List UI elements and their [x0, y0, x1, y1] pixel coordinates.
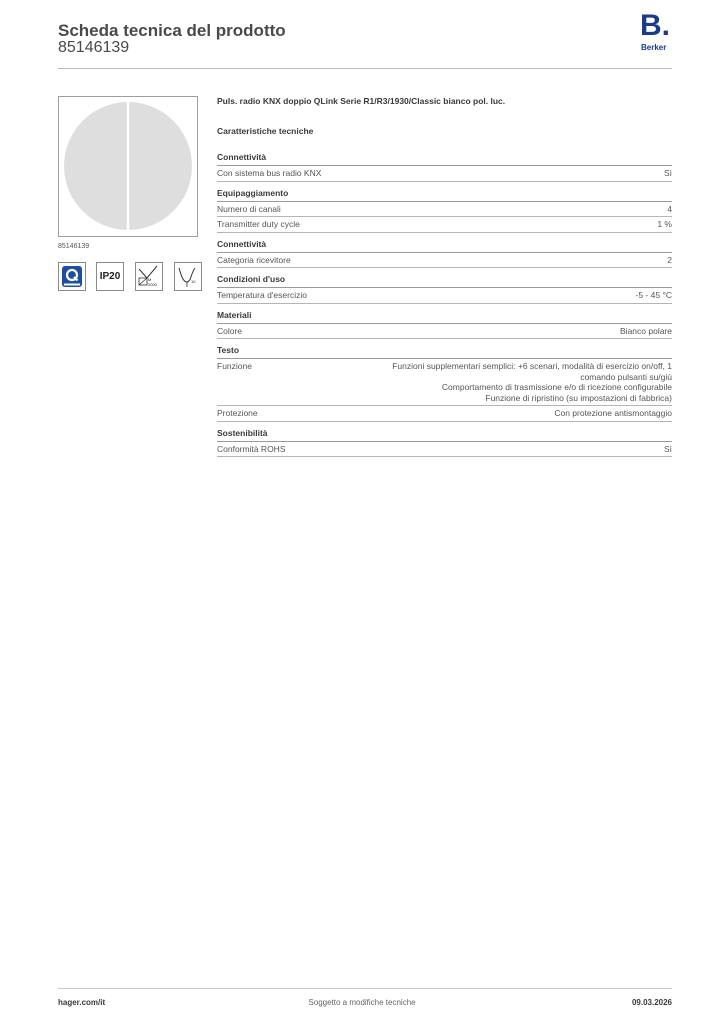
svg-text:10: 10 [191, 279, 196, 284]
section-title: Condizioni d'uso [217, 274, 672, 288]
qlink-icon [58, 262, 86, 291]
spec-label: Conformità ROHS [217, 443, 286, 454]
spec-row [217, 359, 672, 406]
section-title: Testo [217, 345, 672, 359]
spec-section [217, 274, 672, 304]
spec-label: Transmitter duty cycle [217, 219, 300, 229]
spec-row [217, 324, 672, 340]
section-title: Equipaggiamento [217, 188, 672, 202]
spec-value-line: Sì [663, 443, 672, 454]
spec-value-line: comando pulsanti su/giù [580, 371, 672, 382]
spec-label: Funzione [217, 361, 252, 371]
page-title: Scheda tecnica del prodotto [58, 21, 286, 40]
section-title: Materiali [217, 310, 672, 324]
specs-heading: Caratteristiche tecniche [217, 126, 314, 136]
spec-row [217, 202, 672, 218]
spec-value [664, 444, 672, 455]
spec-value-line: 4 [667, 203, 672, 214]
spec-label: Temperatura d'esercizio [217, 290, 307, 300]
ip20-icon [96, 262, 124, 291]
spec-label: Con sistema bus radio KNX [217, 168, 322, 178]
spec-row [217, 288, 672, 304]
footer-divider [58, 988, 672, 989]
section-title: Connettività [217, 239, 672, 253]
spec-value-line: Bianco polare [620, 325, 672, 336]
spec-value [392, 361, 672, 403]
push-button-illustration [59, 97, 197, 236]
spec-value-line: -5 - 45 °C [635, 290, 672, 300]
slope-meter-icon [135, 262, 163, 291]
spec-section [217, 428, 672, 458]
footer-website[interactable]: hager.com/it [58, 998, 106, 1007]
brand-letter: B. [640, 9, 670, 42]
spec-value [636, 290, 672, 301]
spec-value-line: 2 [667, 254, 672, 265]
spec-label: Numero di canali [217, 203, 281, 214]
spec-section [217, 310, 672, 340]
berker-logo [640, 9, 674, 55]
spec-value-line: Sì [663, 168, 672, 178]
spec-value [664, 168, 672, 179]
spec-value-line: Funzione di ripristino (su impostazioni di fabbrica) [485, 392, 672, 403]
spec-value-line: Con protezione antismontaggio [554, 408, 672, 418]
svg-text:2000: 2000 [148, 282, 157, 287]
ip20-label: IP20 [99, 271, 121, 282]
header-divider [58, 68, 672, 69]
spec-row [217, 166, 672, 182]
spec-value [667, 255, 672, 266]
brand-name: Berker [641, 43, 667, 52]
spec-section [217, 345, 672, 422]
spec-section [217, 188, 672, 233]
spec-value [554, 408, 672, 419]
article-number: 85146139 [58, 39, 130, 56]
spec-value [667, 204, 672, 215]
footer-notice: Soggetto a modifiche tecniche [308, 998, 416, 1007]
spec-sheet [217, 96, 672, 457]
spec-label: Colore [217, 325, 243, 336]
spec-value [657, 219, 672, 230]
spec-section [217, 239, 672, 269]
spec-value-line: Funzioni supplementari semplici: +6 scenari, modalità di esercizio on/off, 1 [392, 361, 672, 371]
image-caption: 85146139 [58, 243, 90, 250]
spec-label: Protezione [217, 408, 258, 418]
spec-row [217, 253, 672, 269]
spec-row [217, 442, 672, 458]
section-title: Connettività [217, 152, 672, 166]
spec-row [217, 406, 672, 422]
spec-value-line: 1 % [657, 219, 672, 229]
spec-section [217, 152, 672, 182]
spec-sections [217, 152, 672, 457]
spec-label: Categoria ricevitore [217, 254, 291, 265]
spec-value-line: Comportamento di trasmissione e/o di ricezione configurabile [441, 382, 672, 392]
wave-meter-icon [174, 262, 202, 291]
spec-row [217, 217, 672, 233]
spec-value [620, 326, 672, 337]
section-title: Sostenibilità [217, 428, 672, 442]
footer-date: 09.03.2026 [631, 998, 672, 1007]
product-name: Puls. radio KNX doppio QLink Serie R1/R3/1930/Classic bianco pol. luc. [217, 96, 506, 106]
product-image [58, 96, 198, 237]
svg-text:M: M [148, 277, 152, 282]
